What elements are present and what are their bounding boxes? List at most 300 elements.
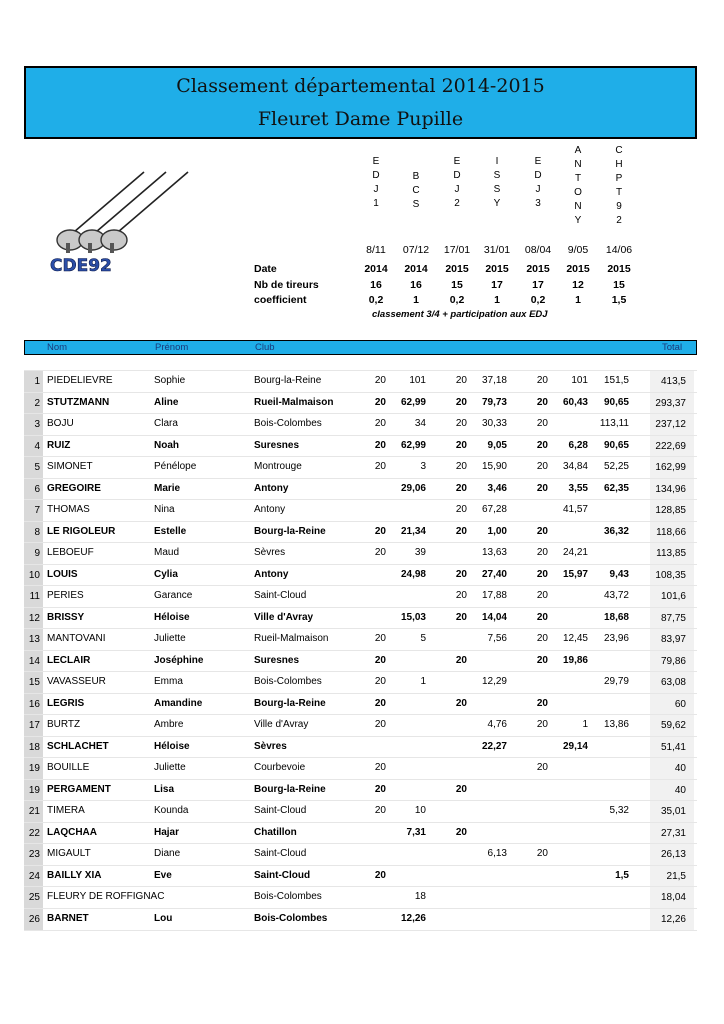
page-title: Classement départemental 2014-2015 (176, 75, 545, 97)
total-cell: 59,62 (650, 715, 694, 736)
competition-tireurs: 17 (491, 279, 503, 291)
competition-label (445, 155, 469, 211)
nom-cell: LECLAIR (47, 654, 91, 666)
club-cell: Bourg-la-Reine (254, 375, 322, 386)
club-cell: Saint-Cloud (254, 848, 307, 859)
club-cell: Bois-Colombes (254, 912, 328, 924)
prenom-cell: Aline (154, 396, 179, 408)
score-cell: 1,00 (487, 525, 507, 537)
nom-cell: LE RIGOLEUR (47, 525, 116, 537)
score-cell: 20 (455, 568, 467, 580)
score-cell: 20 (455, 482, 467, 494)
score-cell: 20 (455, 783, 467, 795)
nom-cell: SIMONET (47, 461, 93, 472)
score-cell: 20 (536, 762, 548, 773)
table-row (24, 456, 697, 478)
score-cell: 62,99 (400, 439, 426, 451)
competition-date-year: 2015 (526, 263, 550, 275)
prenom-cell: Cylia (154, 568, 178, 580)
total-cell: 293,37 (650, 393, 694, 414)
prenom-cell: Diane (154, 848, 181, 859)
club-cell: Chatillon (254, 826, 297, 838)
prenom-cell: Joséphine (154, 654, 204, 666)
nom-cell: LOUIS (47, 568, 78, 580)
logo-text: CDE92 (50, 256, 112, 276)
competition-label-char: D (453, 170, 461, 181)
table-row (24, 564, 697, 586)
ranking-note: classement 3/4 + participation aux EDJ (372, 309, 548, 320)
score-cell: 20 (455, 396, 467, 408)
club-cell: Bois-Colombes (254, 891, 322, 902)
total-cell: 40 (650, 758, 694, 779)
col-club: Club (255, 342, 275, 353)
competition-tireurs: 15 (451, 279, 463, 291)
score-cell: 20 (536, 590, 548, 601)
total-cell: 12,26 (650, 909, 694, 930)
score-cell: 20 (374, 461, 386, 472)
total-cell: 118,66 (650, 522, 694, 543)
score-cell: 1 (582, 719, 588, 730)
score-cell: 20 (374, 719, 386, 730)
rank-cell: 22 (24, 823, 43, 844)
score-cell: 20 (455, 611, 467, 623)
prenom-cell: Emma (154, 676, 183, 687)
nom-cell: SCHLACHET (47, 740, 109, 752)
table-row (24, 886, 697, 908)
competition-coef: 0,2 (449, 294, 465, 306)
competition-date-year: 2015 (607, 263, 631, 275)
score-cell: 36,32 (603, 525, 629, 537)
rank-cell: 17 (24, 715, 43, 736)
table-row (24, 628, 697, 650)
nom-cell: THOMAS (47, 504, 90, 515)
score-cell: 18,68 (603, 611, 629, 623)
nom-cell: MIGAULT (47, 848, 91, 859)
rank-cell: 10 (24, 565, 43, 586)
competition-tireurs: 16 (370, 279, 382, 291)
score-cell: 113,11 (599, 418, 629, 429)
club-cell: Suresnes (254, 439, 300, 451)
prenom-cell: Marie (154, 482, 181, 494)
score-cell: 20 (536, 439, 548, 451)
title-banner (24, 66, 697, 139)
score-cell: 20 (374, 697, 386, 709)
club-cell: Bois-Colombes (254, 676, 322, 687)
competition-coef: 1 (413, 294, 419, 306)
score-cell: 20 (536, 396, 548, 408)
prenom-cell: Hajar (154, 826, 180, 838)
nom-cell: BAILLY XIA (47, 869, 102, 881)
score-cell: 20 (455, 654, 467, 666)
rank-cell: 15 (24, 672, 43, 693)
score-cell: 20 (536, 375, 548, 386)
score-cell: 62,99 (400, 396, 426, 408)
rank-cell: 13 (24, 629, 43, 650)
prenom-cell: Estelle (154, 525, 187, 537)
total-cell: 108,35 (650, 565, 694, 586)
club-cell: Bois-Colombes (254, 418, 322, 429)
competition-date-top: 14/06 (605, 244, 633, 256)
rank-cell: 9 (24, 543, 43, 564)
nom-cell: MANTOVANI (47, 633, 106, 644)
coef-label: coefficient (254, 294, 307, 306)
competition-label-char: S (493, 170, 501, 181)
score-cell: 13,63 (481, 547, 507, 558)
score-cell: 20 (536, 461, 548, 472)
col-nom: Nom (47, 342, 68, 353)
nom-cell: PIEDELIEVRE (47, 375, 113, 386)
competition-date-top: 8/11 (366, 244, 386, 256)
total-cell: 26,13 (650, 844, 694, 865)
prenom-cell: Lisa (154, 783, 175, 795)
score-cell: 19,86 (562, 654, 588, 666)
table-row (24, 413, 697, 435)
rank-cell: 1 (24, 371, 43, 392)
score-cell: 20 (374, 805, 386, 816)
competition-label (485, 155, 509, 211)
competition-label-char: 1 (373, 198, 379, 209)
competition-label-char: E (534, 156, 542, 167)
table-row (24, 822, 697, 844)
nom-cell: LEBOEUF (47, 547, 94, 558)
competition-label-char: T (574, 173, 582, 184)
competition-label-char: N (574, 159, 582, 170)
competition-label-char: I (495, 156, 499, 167)
prenom-cell: Amandine (154, 697, 203, 709)
competition-label-char: A (574, 145, 582, 156)
rank-cell: 19 (24, 758, 43, 779)
prenom-cell: Ambre (154, 719, 184, 730)
score-cell: 15,03 (400, 611, 426, 623)
club-cell: Sèvres (254, 740, 287, 752)
club-cell: Sèvres (254, 547, 286, 558)
total-cell: 113,85 (650, 543, 694, 564)
nom-cell: RUIZ (47, 439, 71, 451)
total-cell: 18,04 (650, 887, 694, 908)
score-cell: 20 (455, 461, 467, 472)
score-cell: 20 (536, 611, 548, 623)
score-cell: 1,5 (615, 869, 629, 881)
score-cell: 20 (374, 439, 386, 451)
prenom-cell: Sophie (154, 375, 186, 386)
rank-cell: 5 (24, 457, 43, 478)
score-cell: 67,28 (481, 504, 507, 515)
competition-label-char: J (535, 184, 541, 195)
club-cell: Suresnes (254, 654, 300, 666)
score-cell: 1 (420, 676, 426, 687)
rank-cell: 3 (24, 414, 43, 435)
total-cell: 87,75 (650, 608, 694, 629)
competition-label-char: J (373, 184, 379, 195)
score-cell: 14,04 (481, 611, 507, 623)
score-cell: 12,45 (562, 633, 588, 644)
club-cell: Saint-Cloud (254, 869, 311, 881)
score-cell: 34,84 (562, 461, 588, 472)
prenom-cell: Nina (154, 504, 175, 515)
rank-cell: 26 (24, 909, 43, 930)
competition-label-char: J (454, 184, 460, 195)
nom-cell: TIMERA (47, 805, 85, 816)
competition-label-char: E (372, 156, 380, 167)
score-cell: 29,06 (400, 482, 426, 494)
nom-cell: FLEURY DE ROFFIGNAC (47, 891, 165, 902)
score-cell: 20 (536, 848, 548, 859)
competition-coef: 1 (575, 294, 581, 306)
competition-coef: 1,5 (611, 294, 627, 306)
competition-label-char: D (534, 170, 542, 181)
rank-cell: 11 (24, 586, 43, 607)
competition-coef: 1 (494, 294, 500, 306)
rank-cell: 7 (24, 500, 43, 521)
competition-label-char: C (412, 185, 420, 196)
rank-cell: 8 (24, 522, 43, 543)
score-cell: 20 (536, 568, 548, 580)
competition-label-char: S (412, 199, 420, 210)
score-cell: 9,05 (487, 439, 507, 451)
table-row (24, 585, 697, 607)
score-cell: 90,65 (603, 439, 629, 451)
club-cell: Bourg-la-Reine (254, 697, 326, 709)
score-cell: 20 (374, 783, 386, 795)
score-cell: 37,18 (481, 375, 507, 386)
score-cell: 20 (374, 654, 386, 666)
score-cell: 20 (536, 418, 548, 429)
total-cell: 63,08 (650, 672, 694, 693)
prenom-cell: Héloise (154, 740, 190, 752)
table-row (24, 736, 697, 758)
table-row (24, 865, 697, 887)
score-cell: 20 (455, 375, 467, 386)
prenom-cell: Pénélope (154, 461, 197, 472)
score-cell: 3,46 (487, 482, 507, 494)
competition-tireurs: 16 (410, 279, 422, 291)
score-cell: 20 (536, 719, 548, 730)
nom-cell: VAVASSEUR (47, 676, 106, 687)
competition-label-char: D (372, 170, 380, 181)
total-cell: 222,69 (650, 436, 694, 457)
total-cell: 51,41 (650, 737, 694, 758)
competition-date-top: 08/04 (524, 244, 552, 256)
competition-date-top: 17/01 (443, 244, 471, 256)
nom-cell: STUTZMANN (47, 396, 110, 408)
prenom-cell: Garance (154, 590, 193, 601)
rank-cell: 24 (24, 866, 43, 887)
competition-date-year: 2015 (566, 263, 590, 275)
total-cell: 27,31 (650, 823, 694, 844)
score-cell: 20 (374, 525, 386, 537)
score-cell: 52,25 (603, 461, 629, 472)
rank-cell: 2 (24, 393, 43, 414)
page-subtitle: Fleuret Dame Pupille (257, 108, 464, 130)
competition-date-year: 2015 (445, 263, 469, 275)
nom-cell: PERGAMENT (47, 783, 111, 795)
table-row (24, 370, 697, 392)
competition-label-char: Y (574, 215, 582, 226)
rank-cell: 6 (24, 479, 43, 500)
competition-label-char: H (615, 159, 623, 170)
table-row (24, 392, 697, 414)
score-cell: 21,34 (400, 525, 426, 537)
score-cell: 43,72 (603, 590, 629, 601)
score-cell: 62,35 (603, 482, 629, 494)
competition-label-char: 2 (616, 215, 622, 226)
score-cell: 6,13 (487, 848, 507, 859)
score-cell: 39 (414, 547, 426, 558)
table-row (24, 478, 697, 500)
competition-label-char: Y (493, 198, 501, 209)
prenom-cell: Kounda (154, 805, 189, 816)
competition-label-char: S (493, 184, 501, 195)
nom-cell: LEGRIS (47, 697, 85, 709)
table-row (24, 800, 697, 822)
rank-cell: 16 (24, 694, 43, 715)
table-row (24, 435, 697, 457)
score-cell: 24,21 (562, 547, 588, 558)
score-cell: 20 (374, 396, 386, 408)
prenom-cell: Maud (154, 547, 180, 558)
competition-label-char: O (574, 187, 582, 198)
club-cell: Courbevoie (254, 762, 306, 773)
score-cell: 20 (536, 654, 548, 666)
score-cell: 20 (536, 697, 548, 709)
score-cell: 20 (536, 482, 548, 494)
score-cell: 20 (536, 633, 548, 644)
score-cell: 4,76 (487, 719, 507, 730)
score-cell: 15,97 (562, 568, 588, 580)
competition-label (566, 144, 590, 228)
total-cell: 162,99 (650, 457, 694, 478)
prenom-cell: Noah (154, 439, 179, 451)
club-cell: Rueil-Malmaison (254, 396, 334, 408)
total-cell: 101,6 (650, 586, 694, 607)
table-row (24, 693, 697, 715)
table-row (24, 671, 697, 693)
nom-cell: BOJU (47, 418, 74, 429)
table-row (24, 499, 697, 521)
prenom-cell: Juliette (154, 633, 186, 644)
rank-cell: 14 (24, 651, 43, 672)
table-row (24, 757, 697, 779)
nom-cell: BOUILLE (47, 762, 90, 773)
competition-label-char: B (412, 171, 420, 182)
total-cell: 237,12 (650, 414, 694, 435)
competition-date-top: 07/12 (402, 244, 430, 256)
club-cell: Rueil-Malmaison (254, 633, 329, 644)
score-cell: 34 (414, 418, 426, 429)
score-cell: 20 (536, 547, 548, 558)
score-cell: 20 (455, 590, 467, 601)
score-cell: 20 (374, 547, 386, 558)
total-cell: 40 (650, 780, 694, 801)
competition-date-top: 9/05 (567, 244, 589, 256)
score-cell: 5 (420, 633, 426, 644)
table-row (24, 779, 697, 801)
score-cell: 20 (455, 504, 467, 515)
tireurs-label: Nb de tireurs (254, 279, 319, 291)
competition-tireurs: 17 (532, 279, 544, 291)
score-cell: 15,90 (481, 461, 507, 472)
nom-cell: BRISSY (47, 611, 85, 623)
col-total: Total (662, 342, 683, 353)
cde92-logo (44, 160, 194, 282)
score-cell: 151,5 (603, 375, 629, 386)
table-row (24, 650, 697, 672)
competition-label-char: 2 (454, 198, 460, 209)
competition-date-year: 2015 (485, 263, 509, 275)
table-row (24, 542, 697, 564)
score-cell: 101 (409, 375, 426, 386)
score-cell: 41,57 (562, 504, 588, 515)
competition-coef: 0,2 (530, 294, 546, 306)
competition-label-char: P (615, 173, 623, 184)
table-row (24, 843, 697, 865)
score-cell: 27,40 (481, 568, 507, 580)
score-cell: 6,28 (568, 439, 588, 451)
score-cell: 20 (455, 826, 467, 838)
total-cell: 79,86 (650, 651, 694, 672)
club-cell: Bourg-la-Reine (254, 525, 326, 537)
score-cell: 17,88 (481, 590, 507, 601)
table-row (24, 908, 697, 931)
rank-cell: 12 (24, 608, 43, 629)
prenom-cell: Lou (154, 912, 173, 924)
competition-tireurs: 12 (572, 279, 584, 291)
score-cell: 3,55 (568, 482, 588, 494)
club-cell: Ville d'Avray (254, 611, 314, 623)
competition-date-top: 31/01 (483, 244, 511, 256)
club-cell: Saint-Cloud (254, 590, 307, 601)
nom-cell: PERIES (47, 590, 84, 601)
score-cell: 20 (455, 697, 467, 709)
rank-cell: 18 (24, 737, 43, 758)
rank-cell: 19 (24, 780, 43, 801)
score-cell: 7,31 (406, 826, 426, 838)
table-row (24, 521, 697, 543)
score-cell: 20 (374, 418, 386, 429)
score-cell: 20 (455, 525, 467, 537)
score-cell: 18 (414, 891, 426, 902)
score-cell: 10 (414, 805, 426, 816)
competition-label (607, 144, 631, 228)
score-cell: 23,96 (603, 633, 629, 644)
total-cell: 60 (650, 694, 694, 715)
nom-cell: GREGOIRE (47, 482, 101, 494)
score-cell: 90,65 (603, 396, 629, 408)
score-cell: 60,43 (562, 396, 588, 408)
score-cell: 79,73 (481, 396, 507, 408)
competition-label-char: E (453, 156, 461, 167)
foil-guard-icon (57, 230, 127, 253)
score-cell: 20 (374, 869, 386, 881)
score-cell: 12,29 (481, 676, 507, 687)
club-cell: Antony (254, 568, 289, 580)
score-cell: 9,43 (609, 568, 629, 580)
total-cell: 413,5 (650, 371, 694, 392)
total-cell: 134,96 (650, 479, 694, 500)
prenom-cell: Héloise (154, 611, 190, 623)
competition-label (364, 155, 388, 211)
score-cell: 3 (420, 461, 426, 472)
score-cell: 29,14 (562, 740, 588, 752)
table-row (24, 607, 697, 629)
score-cell: 20 (536, 525, 548, 537)
score-cell: 13,86 (603, 719, 629, 730)
score-cell: 24,98 (400, 568, 426, 580)
club-cell: Bourg-la-Reine (254, 783, 326, 795)
nom-cell: BARNET (47, 912, 89, 924)
total-cell: 21,5 (650, 866, 694, 887)
score-cell: 20 (455, 418, 467, 429)
